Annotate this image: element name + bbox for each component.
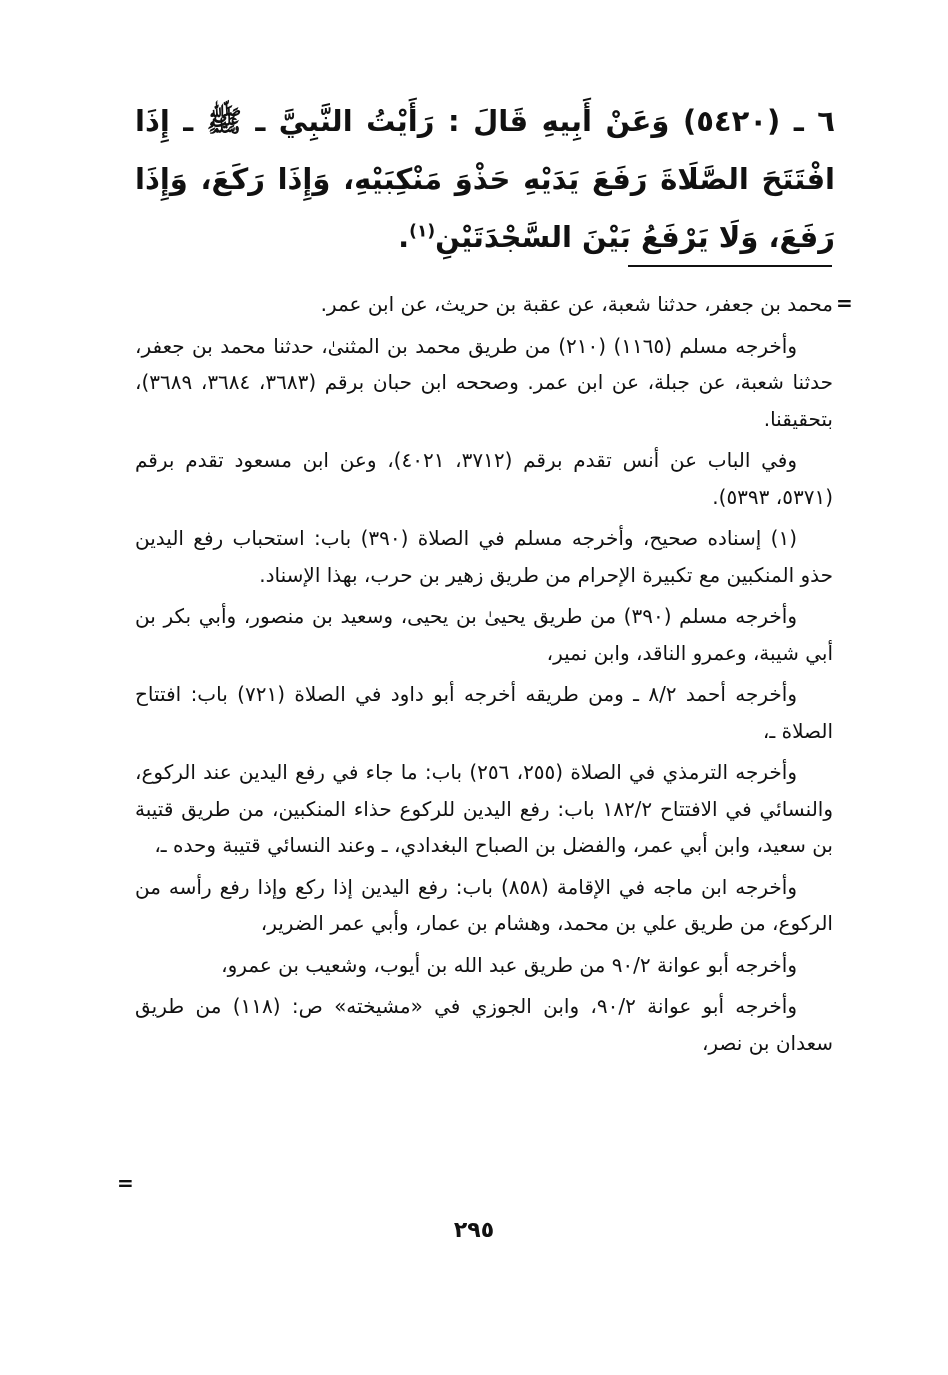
hadith-number: ٦ ـ (٥٤٢٠) [682, 104, 835, 138]
footnote-separator-rule [628, 265, 832, 267]
continuation-mark-bottom: = [117, 1171, 134, 1195]
hadith-body: وَعَنْ أَبِيهِ قَالَ : رَأَيْتُ النَّبِيَّ ـ ﷺ ـ إِذَا افْتَتَحَ الصَّلَاةَ رَفَعَ يَدَيْهِ حَذْوَ مَنْكِبَيْهِ، وَإِذَا رَكَعَ، وَإِذَا رَفَعَ، وَلَا يَرْفَعُ بَيْنَ السَّجْدَتَيْنِ [135, 104, 835, 254]
footnote-paragraph: وأخرجه مسلم (١١٦٥) (٢١٠) من طريق محمد بن المثنىٰ، حدثنا محمد بن جعفر، حدثنا شعبة، عن جبلة، عن ابن عمر. وصححه ابن حبان برقم (٣٦٨٣، ٣٦٨٤، ٣٦٨٩)، بتحقيقنا. [135, 333, 834, 431]
footnote-paragraph: وأخرجه ابن ماجه في الإقامة (٨٥٨) باب: رفع اليدين إذا ركع وإذا رفع رأسه من الركوع، من طريق علي بن محمد، وهشام بن عمار، وأبي عمر الضرير، [135, 874, 833, 935]
footnote-paragraph: محمد بن جعفر، حدثنا شعبة، عن عقبة بن حريث، عن ابن عمر. [320, 292, 833, 316]
footnote-paragraph: وأخرجه أبو عوانة ٩٠/٢، وابن الجوزي في «مشيخته» ص: (١١٨) من طريق سعدان بن نصر، [135, 994, 833, 1055]
continuation-mark-top: = [836, 291, 853, 315]
footnote-paragraph: وأخرجه الترمذي في الصلاة (٢٥٥، ٢٥٦) باب: ما جاء في رفع اليدين عند الركوع، والنسائي في الافتتاح ١٨٢/٢ باب: رفع اليدين للركوع حذاء المنكبين، من طريق قتيبة بن سعيد، وابن أبي عمر، والفضل بن الصباح البغدادي، ـ وعند النسائي قتيبة وحده ـ، [135, 760, 833, 857]
footnote-paragraph: وأخرجه أبو عوانة ٩٠/٢ من طريق عبد الله بن أيوب، وشعيب بن عمرو، [221, 952, 797, 977]
footnotes-section [135, 286, 833, 1066]
footnote-reference: (١) [409, 221, 436, 242]
footnote-paragraph: وفي الباب عن أنس تقدم برقم (٣٧١٢، ٤٠٢١)، وعن ابن مسعود تقدم برقم (٥٣٧١، ٥٣٩٣). [135, 448, 833, 509]
hadith-text-block [135, 92, 835, 266]
footnote-paragraph: وأخرجه أحمد ٨/٢ ـ ومن طريقه أخرجه أبو داود في الصلاة (٧٢١) باب: افتتاح الصلاة ـ، [135, 682, 833, 743]
page-number: ٢٩٥ [453, 1218, 495, 1243]
footnote-paragraph: (١) إسناده صحيح، وأخرجه مسلم في الصلاة (٣٩٠) باب: استحباب رفع اليدين حذو المنكبين مع تكبيرة الإحرام من طريق زهير بن حرب، بهذا الإسناد. [135, 526, 833, 587]
footnote-paragraph: وأخرجه مسلم (٣٩٠) من طريق يحيىٰ بن يحيى، وسعيد بن منصور، وأبي بكر بن أبي شيبة، وعمرو الناقد، وابن نمير، [135, 604, 833, 665]
hadith-end-punctuation: . [398, 220, 410, 254]
